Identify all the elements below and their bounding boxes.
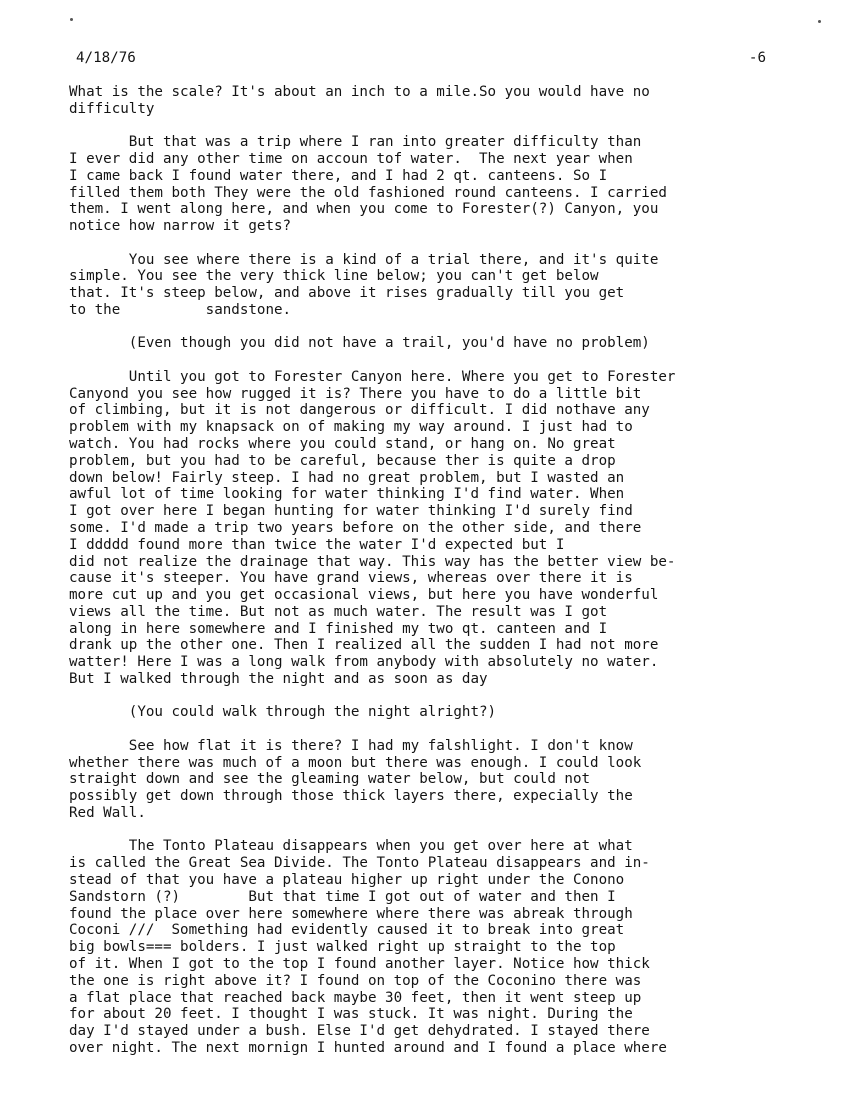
page-number: -6 xyxy=(748,50,766,66)
paragraph xyxy=(69,738,789,822)
text-line: views all the time. But not as much water. The result was I got xyxy=(69,603,608,620)
text-line: notice how narrow it gets? xyxy=(69,218,292,235)
text-line: Canyond you see how rugged it is? There you have to do a little bit xyxy=(69,385,642,402)
text-line: I came back I found water there, and I had 2 qt. canteens. So I xyxy=(69,167,608,184)
text-line: problem, but you had to be careful, because ther is quite a drop xyxy=(69,452,616,469)
text-line: (You could walk through the night alright?) xyxy=(69,704,497,721)
text-line: difficulty xyxy=(69,100,155,117)
text-line: is called the Great Sea Divide. The Tonto Plateau disappears and in- xyxy=(69,855,650,872)
document-body xyxy=(69,84,789,1073)
text-line: What is the scale? It's about an inch to a mile.So you would have no xyxy=(69,84,650,100)
text-line: down below! Fairly steep. I had no great problem, but I wasted an xyxy=(69,469,625,486)
text-line: Red Wall. xyxy=(69,805,146,822)
paragraph xyxy=(69,84,789,118)
text-line: Until you got to Forester Canyon here. Where you get to Forester xyxy=(69,368,676,385)
paragraph xyxy=(69,134,789,235)
text-line: the one is right above it? I found on top of the Coconino there was xyxy=(69,972,642,989)
text-line: possibly get down through those thick layers there, expecially the xyxy=(69,788,633,805)
text-line: watch. You had rocks where you could stand, or hang on. No great xyxy=(69,435,616,452)
text-line: a flat place that reached back maybe 30 feet, then it went steep up xyxy=(69,989,642,1006)
text-line: drank up the other one. Then I realized all the sudden I had not more xyxy=(69,637,659,654)
text-line: I ever did any other time on accoun tof water. The next year when xyxy=(69,150,633,167)
text-line: whether there was much of a moon but there was enough. I could look xyxy=(69,754,642,771)
text-line: You see where there is a kind of a trial there, and it's quite xyxy=(69,251,659,268)
text-line: Coconi /// Something had evidently caused it to break into great xyxy=(69,922,625,939)
text-line: (Even though you did not have a trail, you'd have no problem) xyxy=(69,335,650,352)
page-date: 4/18/76 xyxy=(76,50,136,66)
text-line: of it. When I got to the top I found another layer. Notice how thick xyxy=(69,956,650,973)
text-line: filled them both They were the old fashioned round canteens. I carried xyxy=(69,184,667,201)
page-header xyxy=(76,50,766,67)
text-line: them. I went along here, and when you come to Forester(?) Canyon, you xyxy=(69,201,659,218)
paragraph xyxy=(69,252,789,319)
paragraph xyxy=(69,369,789,688)
paragraph xyxy=(69,335,789,352)
text-line: big bowls=== bolders. I just walked right up straight to the top xyxy=(69,939,616,956)
paragraph xyxy=(69,704,789,721)
text-line: day I'd stayed under a bush. Else I'd get dehydrated. I stayed there xyxy=(69,1023,650,1040)
text-line: found the place over here somewhere where there was abreak through xyxy=(69,905,633,922)
text-line: Sandstorn (?) But that time I got out of water and then I xyxy=(69,888,616,905)
page-speck xyxy=(70,18,73,21)
paragraph xyxy=(69,838,789,1056)
text-line: But that was a trip where I ran into greater difficulty than xyxy=(69,134,642,151)
text-line: awful lot of time looking for water thinking I'd find water. When xyxy=(69,486,625,503)
text-line: for about 20 feet. I thought I was stuck. It was night. During the xyxy=(69,1006,633,1023)
text-line: straight down and see the gleaming water below, but could not xyxy=(69,771,591,788)
text-line: See how flat it is there? I had my falshlight. I don't know xyxy=(69,737,633,754)
text-line: But I walked through the night and as soon as day xyxy=(69,671,488,688)
text-line: I got over here I began hunting for water thinking I'd surely find xyxy=(69,503,633,520)
text-line: stead of that you have a plateau higher up right under the Conono xyxy=(69,872,625,889)
text-line: did not realize the drainage that way. This way has the better view be- xyxy=(69,553,676,570)
text-line: watter! Here I was a long walk from anybody with absolutely no water. xyxy=(69,654,659,671)
text-line: of climbing, but it is not dangerous or difficult. I did nothave any xyxy=(69,402,650,419)
text-line: The Tonto Plateau disappears when you get over here at what xyxy=(69,838,633,855)
text-line: I ddddd found more than twice the water I'd expected but I xyxy=(69,536,565,553)
text-line: over night. The next mornign I hunted around and I found a place where xyxy=(69,1040,667,1056)
text-line: more cut up and you get occasional views, but here you have wonderful xyxy=(69,587,659,604)
text-line: that. It's steep below, and above it rises gradually till you get xyxy=(69,285,625,302)
text-line: cause it's steeper. You have grand views, whereas over there it is xyxy=(69,570,633,587)
text-line: some. I'd made a trip two years before on the other side, and there xyxy=(69,519,642,536)
text-line: along in here somewhere and I finished my two qt. canteen and I xyxy=(69,620,608,637)
page-speck xyxy=(818,20,821,23)
text-line: problem with my knapsack on of making my way around. I just had to xyxy=(69,419,633,436)
text-line: to the sandstone. xyxy=(69,301,292,318)
text-line: simple. You see the very thick line below; you can't get below xyxy=(69,268,599,285)
